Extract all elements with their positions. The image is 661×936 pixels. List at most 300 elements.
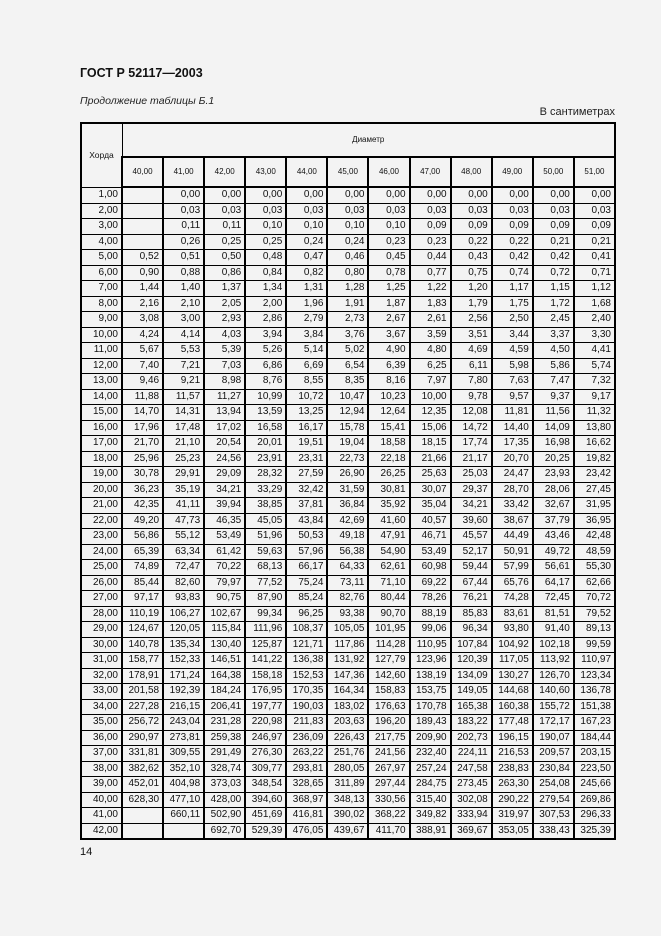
segment-value: 17,35 xyxy=(492,436,533,452)
segment-value: 120,39 xyxy=(451,653,492,669)
segment-value: 74,89 xyxy=(122,560,163,576)
segment-value: 280,05 xyxy=(327,761,368,777)
table-row xyxy=(81,203,615,219)
segment-value: 390,02 xyxy=(327,808,368,824)
segment-value: 476,05 xyxy=(286,823,327,839)
segment-value: 247,58 xyxy=(451,761,492,777)
chord-value: 41,00 xyxy=(81,808,122,824)
segment-value: 1,17 xyxy=(492,281,533,297)
units-label: В сантиметрах xyxy=(539,106,615,118)
chord-value: 12,00 xyxy=(81,358,122,374)
segment-value: 117,05 xyxy=(492,653,533,669)
segment-value: 0,00 xyxy=(245,187,286,203)
chord-value: 25,00 xyxy=(81,560,122,576)
segment-value: 53,49 xyxy=(410,544,451,560)
segment-value: 0,10 xyxy=(368,219,409,235)
segment-value: 16,17 xyxy=(286,420,327,436)
segment-value: 1,40 xyxy=(163,281,204,297)
diameter-column-header: 51,00 xyxy=(574,157,615,187)
segment-value: 32,67 xyxy=(533,498,574,514)
chord-value: 29,00 xyxy=(81,622,122,638)
segment-value: 183,22 xyxy=(451,715,492,731)
segment-value: 394,60 xyxy=(245,792,286,808)
segment-value: 140,78 xyxy=(122,637,163,653)
chord-value: 37,00 xyxy=(81,746,122,762)
segment-value: 293,81 xyxy=(286,761,327,777)
segment-value: 368,97 xyxy=(286,792,327,808)
segment-value: 11,56 xyxy=(533,405,574,421)
segment-value: 42,48 xyxy=(574,529,615,545)
segment-value: 110,19 xyxy=(122,606,163,622)
segment-value: 183,02 xyxy=(327,699,368,715)
segment-value: 65,39 xyxy=(122,544,163,560)
segment-value: 24,47 xyxy=(492,467,533,483)
segment-value: 71,10 xyxy=(368,575,409,591)
segment-value: 1,83 xyxy=(410,296,451,312)
segment-value: 74,28 xyxy=(492,591,533,607)
segment-value: 0,10 xyxy=(327,219,368,235)
segment-value: 176,63 xyxy=(368,699,409,715)
diameter-column-header: 40,00 xyxy=(122,157,163,187)
segment-value: 34,21 xyxy=(204,482,245,498)
diameter-column-header: 42,00 xyxy=(204,157,245,187)
segment-value: 328,65 xyxy=(286,777,327,793)
segment-value: 47,73 xyxy=(163,513,204,529)
chord-value: 16,00 xyxy=(81,420,122,436)
segment-value: 99,34 xyxy=(245,606,286,622)
segment-value: 27,45 xyxy=(574,482,615,498)
segment-value: 0,45 xyxy=(368,250,409,266)
segment-value: 4,41 xyxy=(574,343,615,359)
segment-value: 411,70 xyxy=(368,823,409,839)
segment-value: 30,07 xyxy=(410,482,451,498)
segment-value: 6,11 xyxy=(451,358,492,374)
segment-value: 0,72 xyxy=(533,265,574,281)
segment-value: 44,49 xyxy=(492,529,533,545)
segment-value: 29,37 xyxy=(451,482,492,498)
chord-value: 1,00 xyxy=(81,187,122,203)
segment-value: 1,44 xyxy=(122,281,163,297)
segment-value: 0,03 xyxy=(451,203,492,219)
segment-value: 0,25 xyxy=(204,234,245,250)
segment-value: 18,15 xyxy=(410,436,451,452)
segment-value: 451,69 xyxy=(245,808,286,824)
segment-value: 353,05 xyxy=(492,823,533,839)
segment-value: 10,00 xyxy=(410,389,451,405)
segment-value: 0,41 xyxy=(574,250,615,266)
segment-value: 330,56 xyxy=(368,792,409,808)
segment-value xyxy=(122,823,163,839)
segment-value: 35,04 xyxy=(410,498,451,514)
segment-value: 89,13 xyxy=(574,622,615,638)
segment-value: 22,73 xyxy=(327,451,368,467)
table-row xyxy=(81,187,615,203)
segment-value: 0,11 xyxy=(163,219,204,235)
segment-value xyxy=(122,234,163,250)
segment-value: 232,40 xyxy=(410,746,451,762)
segment-value: 170,78 xyxy=(410,699,451,715)
segment-value: 7,63 xyxy=(492,374,533,390)
segment-value: 93,83 xyxy=(163,591,204,607)
segment-value: 184,24 xyxy=(204,684,245,700)
segment-value: 178,91 xyxy=(122,668,163,684)
segment-value: 231,28 xyxy=(204,715,245,731)
segment-value: 0,03 xyxy=(533,203,574,219)
segment-value: 0,47 xyxy=(286,250,327,266)
segment-value: 217,75 xyxy=(368,730,409,746)
segment-value: 388,91 xyxy=(410,823,451,839)
segment-value: 4,59 xyxy=(492,343,533,359)
segment-value: 196,15 xyxy=(492,730,533,746)
segment-value: 0,90 xyxy=(122,265,163,281)
table-row xyxy=(81,746,615,762)
segment-value: 12,94 xyxy=(327,405,368,421)
segment-value: 3,59 xyxy=(410,327,451,343)
segment-value: 40,57 xyxy=(410,513,451,529)
table-row xyxy=(81,513,615,529)
segment-value: 0,10 xyxy=(286,219,327,235)
segment-value: 79,52 xyxy=(574,606,615,622)
segment-value: 108,37 xyxy=(286,622,327,638)
segment-value: 153,75 xyxy=(410,684,451,700)
segment-value: 0,26 xyxy=(163,234,204,250)
segment-value: 0,00 xyxy=(368,187,409,203)
segment-value: 1,91 xyxy=(327,296,368,312)
segment-value: 0,42 xyxy=(533,250,574,266)
segment-value: 1,25 xyxy=(368,281,409,297)
table-row xyxy=(81,575,615,591)
segment-value: 284,75 xyxy=(410,777,451,793)
segment-value: 9,46 xyxy=(122,374,163,390)
segment-value: 14,09 xyxy=(533,420,574,436)
chord-value: 24,00 xyxy=(81,544,122,560)
segment-value: 38,85 xyxy=(245,498,286,514)
segment-value: 8,76 xyxy=(245,374,286,390)
segment-value: 32,42 xyxy=(286,482,327,498)
segment-value: 63,34 xyxy=(163,544,204,560)
segment-value: 19,51 xyxy=(286,436,327,452)
segment-value: 111,96 xyxy=(245,622,286,638)
segment-value: 7,80 xyxy=(451,374,492,390)
segment-value: 67,44 xyxy=(451,575,492,591)
segment-value: 0,00 xyxy=(327,187,368,203)
segment-value: 172,17 xyxy=(533,715,574,731)
segment-value: 24,56 xyxy=(204,451,245,467)
segment-value: 158,18 xyxy=(245,668,286,684)
segment-value: 2,05 xyxy=(204,296,245,312)
segment-value: 227,28 xyxy=(122,699,163,715)
segment-value: 48,59 xyxy=(574,544,615,560)
segment-value: 368,22 xyxy=(368,808,409,824)
segment-value: 177,48 xyxy=(492,715,533,731)
chord-value: 21,00 xyxy=(81,498,122,514)
table-row xyxy=(81,699,615,715)
segment-value: 151,38 xyxy=(574,699,615,715)
segment-value: 115,84 xyxy=(204,622,245,638)
segment-value: 1,96 xyxy=(286,296,327,312)
table-continuation-caption: Продолжение таблицы Б.1 xyxy=(80,95,215,107)
segment-value: 12,08 xyxy=(451,405,492,421)
diameter-column-header: 45,00 xyxy=(327,157,368,187)
segment-value: 110,95 xyxy=(410,637,451,653)
segment-value: 5,53 xyxy=(163,343,204,359)
segment-value: 0,00 xyxy=(410,187,451,203)
segment-value: 7,97 xyxy=(410,374,451,390)
segment-value: 21,17 xyxy=(451,451,492,467)
segment-value: 257,24 xyxy=(410,761,451,777)
chord-value: 7,00 xyxy=(81,281,122,297)
chord-value: 2,00 xyxy=(81,203,122,219)
segment-value: 10,23 xyxy=(368,389,409,405)
table-row xyxy=(81,234,615,250)
segment-value: 0,43 xyxy=(451,250,492,266)
segment-value: 26,90 xyxy=(327,467,368,483)
segment-value: 0,03 xyxy=(327,203,368,219)
segment-value: 85,24 xyxy=(286,591,327,607)
segment-value: 1,28 xyxy=(327,281,368,297)
segment-value: 93,80 xyxy=(492,622,533,638)
diameter-column-header: 47,00 xyxy=(410,157,451,187)
table-row xyxy=(81,560,615,576)
segment-value: 1,15 xyxy=(533,281,574,297)
segment-value: 85,83 xyxy=(451,606,492,622)
diameter-column-header: 49,00 xyxy=(492,157,533,187)
segment-value: 136,38 xyxy=(286,653,327,669)
segment-value: 0,00 xyxy=(204,187,245,203)
segment-value: 18,58 xyxy=(368,436,409,452)
segment-value: 31,59 xyxy=(327,482,368,498)
segment-value: 0,00 xyxy=(492,187,533,203)
segment-value: 2,00 xyxy=(245,296,286,312)
segment-value: 0,03 xyxy=(286,203,327,219)
segment-value: 349,82 xyxy=(410,808,451,824)
segment-value: 21,70 xyxy=(122,436,163,452)
chord-value: 23,00 xyxy=(81,529,122,545)
segment-value: 452,01 xyxy=(122,777,163,793)
segment-value: 36,23 xyxy=(122,482,163,498)
segment-value: 102,67 xyxy=(204,606,245,622)
segment-value: 290,22 xyxy=(492,792,533,808)
segment-value: 9,17 xyxy=(574,389,615,405)
table-row xyxy=(81,250,615,266)
segment-value: 76,21 xyxy=(451,591,492,607)
segment-value: 296,33 xyxy=(574,808,615,824)
segment-value: 5,26 xyxy=(245,343,286,359)
segment-value: 170,35 xyxy=(286,684,327,700)
segment-value: 141,22 xyxy=(245,653,286,669)
segment-value: 0,00 xyxy=(163,187,204,203)
table-row xyxy=(81,281,615,297)
segment-value: 42,69 xyxy=(327,513,368,529)
segment-value: 382,62 xyxy=(122,761,163,777)
segment-value: 79,97 xyxy=(204,575,245,591)
segment-value: 82,60 xyxy=(163,575,204,591)
segment-value: 17,74 xyxy=(451,436,492,452)
segment-value: 5,67 xyxy=(122,343,163,359)
chord-value: 19,00 xyxy=(81,467,122,483)
segment-value: 152,53 xyxy=(286,668,327,684)
segment-value: 0,22 xyxy=(451,234,492,250)
segment-value: 130,40 xyxy=(204,637,245,653)
segment-value: 49,18 xyxy=(327,529,368,545)
segment-value: 46,35 xyxy=(204,513,245,529)
table-row xyxy=(81,420,615,436)
chord-value: 34,00 xyxy=(81,699,122,715)
segment-value: 35,19 xyxy=(163,482,204,498)
segment-value: 273,45 xyxy=(451,777,492,793)
segment-value: 29,09 xyxy=(204,467,245,483)
segment-value: 190,03 xyxy=(286,699,327,715)
segment-value: 439,67 xyxy=(327,823,368,839)
chord-value: 3,00 xyxy=(81,219,122,235)
segment-value: 202,73 xyxy=(451,730,492,746)
table-row xyxy=(81,405,615,421)
segment-value: 1,34 xyxy=(245,281,286,297)
chord-value: 26,00 xyxy=(81,575,122,591)
segment-value: 3,08 xyxy=(122,312,163,328)
segment-value: 17,96 xyxy=(122,420,163,436)
segment-value: 0,48 xyxy=(245,250,286,266)
segment-value: 1,79 xyxy=(451,296,492,312)
segment-value: 319,97 xyxy=(492,808,533,824)
segment-value: 30,78 xyxy=(122,467,163,483)
segment-value: 8,35 xyxy=(327,374,368,390)
segment-value: 203,63 xyxy=(327,715,368,731)
segment-value: 88,19 xyxy=(410,606,451,622)
segment-value: 11,81 xyxy=(492,405,533,421)
segment-value: 273,81 xyxy=(163,730,204,746)
segment-value: 5,14 xyxy=(286,343,327,359)
segment-value: 15,06 xyxy=(410,420,451,436)
segment-value: 142,60 xyxy=(368,668,409,684)
segment-value: 6,69 xyxy=(286,358,327,374)
segment-value: 0,03 xyxy=(492,203,533,219)
segment-value: 85,44 xyxy=(122,575,163,591)
segment-value: 0,42 xyxy=(492,250,533,266)
segment-value: 0,86 xyxy=(204,265,245,281)
segment-value: 47,91 xyxy=(368,529,409,545)
segment-value: 2,79 xyxy=(286,312,327,328)
segment-value xyxy=(122,808,163,824)
segment-value: 0,24 xyxy=(327,234,368,250)
segment-value: 23,42 xyxy=(574,467,615,483)
diameter-column-header: 41,00 xyxy=(163,157,204,187)
segment-value: 4,80 xyxy=(410,343,451,359)
segment-value: 164,34 xyxy=(327,684,368,700)
segment-value: 28,32 xyxy=(245,467,286,483)
segment-value: 4,14 xyxy=(163,327,204,343)
segment-value: 35,92 xyxy=(368,498,409,514)
segment-value: 60,98 xyxy=(410,560,451,576)
segment-value: 0,52 xyxy=(122,250,163,266)
segment-value: 167,23 xyxy=(574,715,615,731)
segment-value: 55,30 xyxy=(574,560,615,576)
segment-value: 11,27 xyxy=(204,389,245,405)
segment-value: 1,72 xyxy=(533,296,574,312)
segment-value: 4,69 xyxy=(451,343,492,359)
segment-value: 176,95 xyxy=(245,684,286,700)
segment-value: 70,22 xyxy=(204,560,245,576)
segment-value: 49,20 xyxy=(122,513,163,529)
segment-value: 290,97 xyxy=(122,730,163,746)
segment-value: 311,89 xyxy=(327,777,368,793)
segment-value: 72,47 xyxy=(163,560,204,576)
segment-value: 243,04 xyxy=(163,715,204,731)
segment-value: 246,97 xyxy=(245,730,286,746)
segment-value: 20,01 xyxy=(245,436,286,452)
segment-value: 65,76 xyxy=(492,575,533,591)
segment-value: 90,75 xyxy=(204,591,245,607)
chord-value: 9,00 xyxy=(81,312,122,328)
chord-value: 40,00 xyxy=(81,792,122,808)
segment-value: 660,11 xyxy=(163,808,204,824)
segment-value: 0,03 xyxy=(245,203,286,219)
segment-value: 4,50 xyxy=(533,343,574,359)
segment-value: 315,40 xyxy=(410,792,451,808)
segment-value: 107,84 xyxy=(451,637,492,653)
segment-value: 96,34 xyxy=(451,622,492,638)
table-row xyxy=(81,312,615,328)
segment-value: 12,35 xyxy=(410,405,451,421)
segment-value: 27,59 xyxy=(286,467,327,483)
segment-value: 3,37 xyxy=(533,327,574,343)
chord-value: 39,00 xyxy=(81,777,122,793)
segment-value: 97,17 xyxy=(122,591,163,607)
table-row xyxy=(81,343,615,359)
segment-value: 2,67 xyxy=(368,312,409,328)
segment-value: 203,15 xyxy=(574,746,615,762)
segment-value: 192,39 xyxy=(163,684,204,700)
segment-value: 20,25 xyxy=(533,451,574,467)
segment-value: 10,47 xyxy=(327,389,368,405)
diameter-header: Диаметр xyxy=(122,123,615,157)
segment-value: 0,09 xyxy=(492,219,533,235)
segment-value: 256,72 xyxy=(122,715,163,731)
segment-value: 259,38 xyxy=(204,730,245,746)
segment-value: 14,72 xyxy=(451,420,492,436)
diameter-column-header: 46,00 xyxy=(368,157,409,187)
segment-value: 69,22 xyxy=(410,575,451,591)
segment-value: 206,41 xyxy=(204,699,245,715)
segment-value: 223,50 xyxy=(574,761,615,777)
segment-value: 3,00 xyxy=(163,312,204,328)
segment-value: 96,25 xyxy=(286,606,327,622)
segment-value: 404,98 xyxy=(163,777,204,793)
segment-value: 216,15 xyxy=(163,699,204,715)
segment-value: 106,27 xyxy=(163,606,204,622)
segment-value: 37,79 xyxy=(533,513,574,529)
segment-value: 80,44 xyxy=(368,591,409,607)
segment-value: 66,17 xyxy=(286,560,327,576)
segment-value: 241,56 xyxy=(368,746,409,762)
segment-value: 50,91 xyxy=(492,544,533,560)
segment-value: 64,17 xyxy=(533,575,574,591)
segment-value: 31,95 xyxy=(574,498,615,514)
segment-value: 17,02 xyxy=(204,420,245,436)
segment-value: 276,30 xyxy=(245,746,286,762)
table-row xyxy=(81,715,615,731)
segment-value: 90,70 xyxy=(368,606,409,622)
segment-value: 158,83 xyxy=(368,684,409,700)
segment-value: 236,09 xyxy=(286,730,327,746)
segment-value: 23,91 xyxy=(245,451,286,467)
segment-value: 16,62 xyxy=(574,436,615,452)
segment-value: 209,57 xyxy=(533,746,574,762)
segment-value: 416,81 xyxy=(286,808,327,824)
segment-value: 369,67 xyxy=(451,823,492,839)
segment-value: 160,38 xyxy=(492,699,533,715)
segment-value: 77,52 xyxy=(245,575,286,591)
